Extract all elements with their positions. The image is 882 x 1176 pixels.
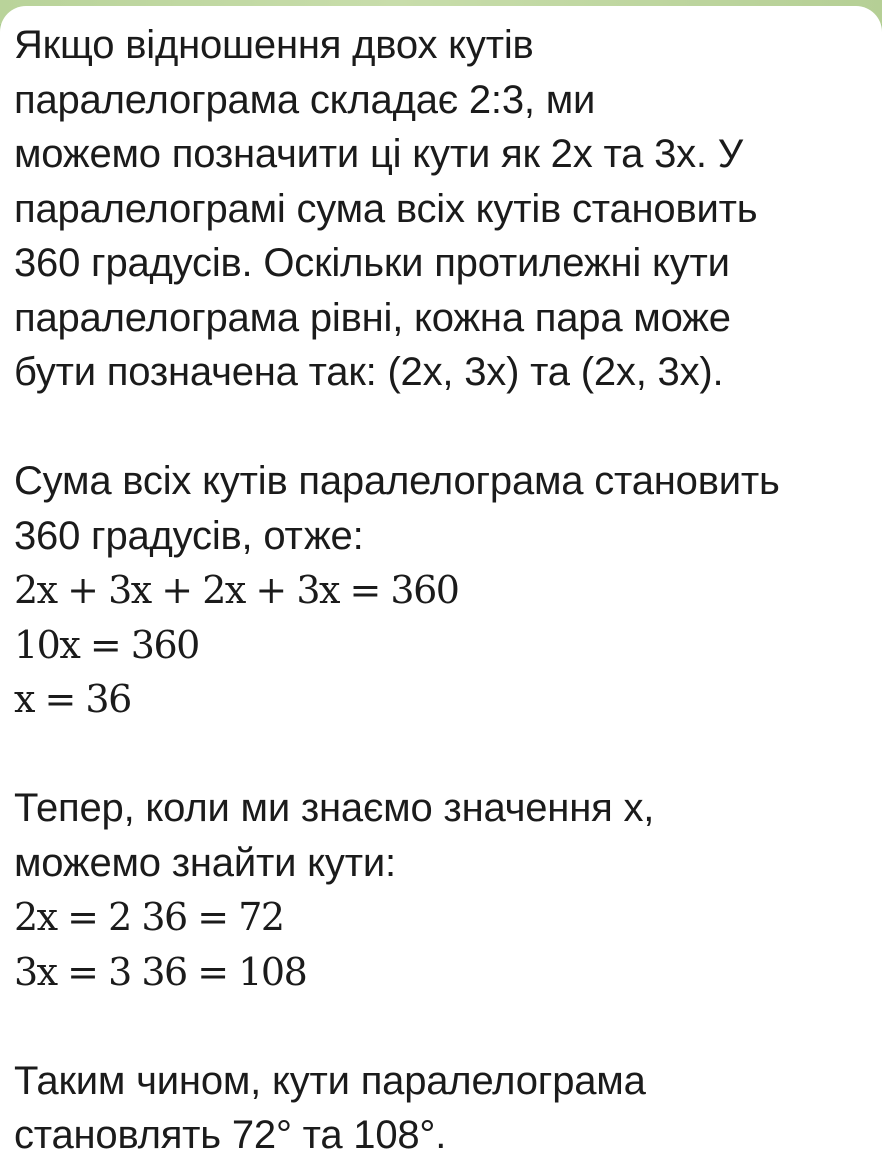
text-line: бути позначена так: (2x, 3x) та (2x, 3x). <box>14 350 724 394</box>
paragraph-setup <box>14 18 868 400</box>
message-bubble[interactable] <box>0 6 882 1176</box>
equation-line: 10x = 360 <box>14 622 199 667</box>
text-line: паралелограма складає 2:3, ми <box>14 77 596 122</box>
text-line: можемо позначити ці кути як 2x та 3x. У <box>14 132 743 176</box>
paragraph-spacer <box>14 727 868 782</box>
text-line: Якщо відношення двох кутів <box>14 23 534 67</box>
text-line: 360 градусів, отже: <box>14 513 364 558</box>
text-line: Сума всіх кутів паралелограма становить <box>14 459 780 503</box>
text-line: паралелограмі сума всіх кутів становить <box>14 186 758 231</box>
text-line: паралелограма рівні, кожна пара може <box>14 295 731 340</box>
paragraph-conclusion <box>14 1054 868 1163</box>
text-line: Тепер, коли ми знаємо значення x, <box>14 786 655 830</box>
paragraph-spacer <box>14 400 868 455</box>
equation-line: 2x + 3x + 2x + 3x = 360 <box>14 568 459 612</box>
text-line: можемо знайти кути: <box>14 840 396 885</box>
paragraph-spacer <box>14 999 868 1054</box>
equation-line: 3x = 3 36 = 108 <box>14 949 307 994</box>
paragraph-equation <box>14 454 868 727</box>
equation-line: 2x = 2 36 = 72 <box>14 895 284 939</box>
text-line: Таким чином, кути паралелограма <box>14 1058 646 1103</box>
paragraph-angles <box>14 781 868 999</box>
equation-line: x = 36 <box>14 677 131 721</box>
text-line: 360 градусів. Оскільки протилежні кути <box>14 241 730 285</box>
text-line: становлять 72° та 108°. <box>14 1113 447 1157</box>
